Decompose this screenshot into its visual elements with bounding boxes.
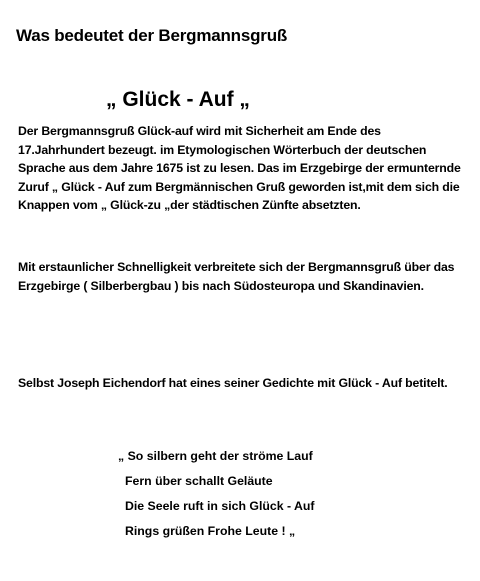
poem-line: „ So silbern geht der ströme Lauf (118, 449, 313, 463)
poem-line: Rings grüßen Frohe Leute ! „ (125, 524, 296, 538)
paragraph-origin: Der Bergmannsgruß Glück-auf wird mit Sicherheit am Ende des 17.Jahrhundert bezeugt. im Etymologischen Wörterbuch der deutschen Sprache aus dem Jahre 1675 ist zu lesen. Das im Erzgebirge der ermunternde Zuruf „ Glück - Auf zum Bergmännischen Gruß geworden ist,mit dem sich die Knappen vom „ Glück-zu „der städtischen Zünfte absetzten. (18, 124, 461, 212)
poem (118, 444, 315, 544)
paragraph-eichendorf: Selbst Joseph Eichendorf hat eines seiner Gedichte mit Glück - Auf betitelt. (18, 376, 448, 390)
document-heading: Was bedeutet der Bergmannsgruß (16, 26, 288, 45)
poem-line: Fern über schallt Geläute (125, 474, 273, 488)
paragraph-spread: Mit erstaunlicher Schnelligkeit verbreitete sich der Bergmannsgruß über das Erzgebirge ( Silberbergbau ) bis nach Südosteuropa und Skandinavien. (18, 260, 455, 293)
poem-line: Die Seele ruft in sich Glück - Auf (125, 499, 315, 513)
motto-title: „ Glück - Auf „ (106, 88, 250, 111)
